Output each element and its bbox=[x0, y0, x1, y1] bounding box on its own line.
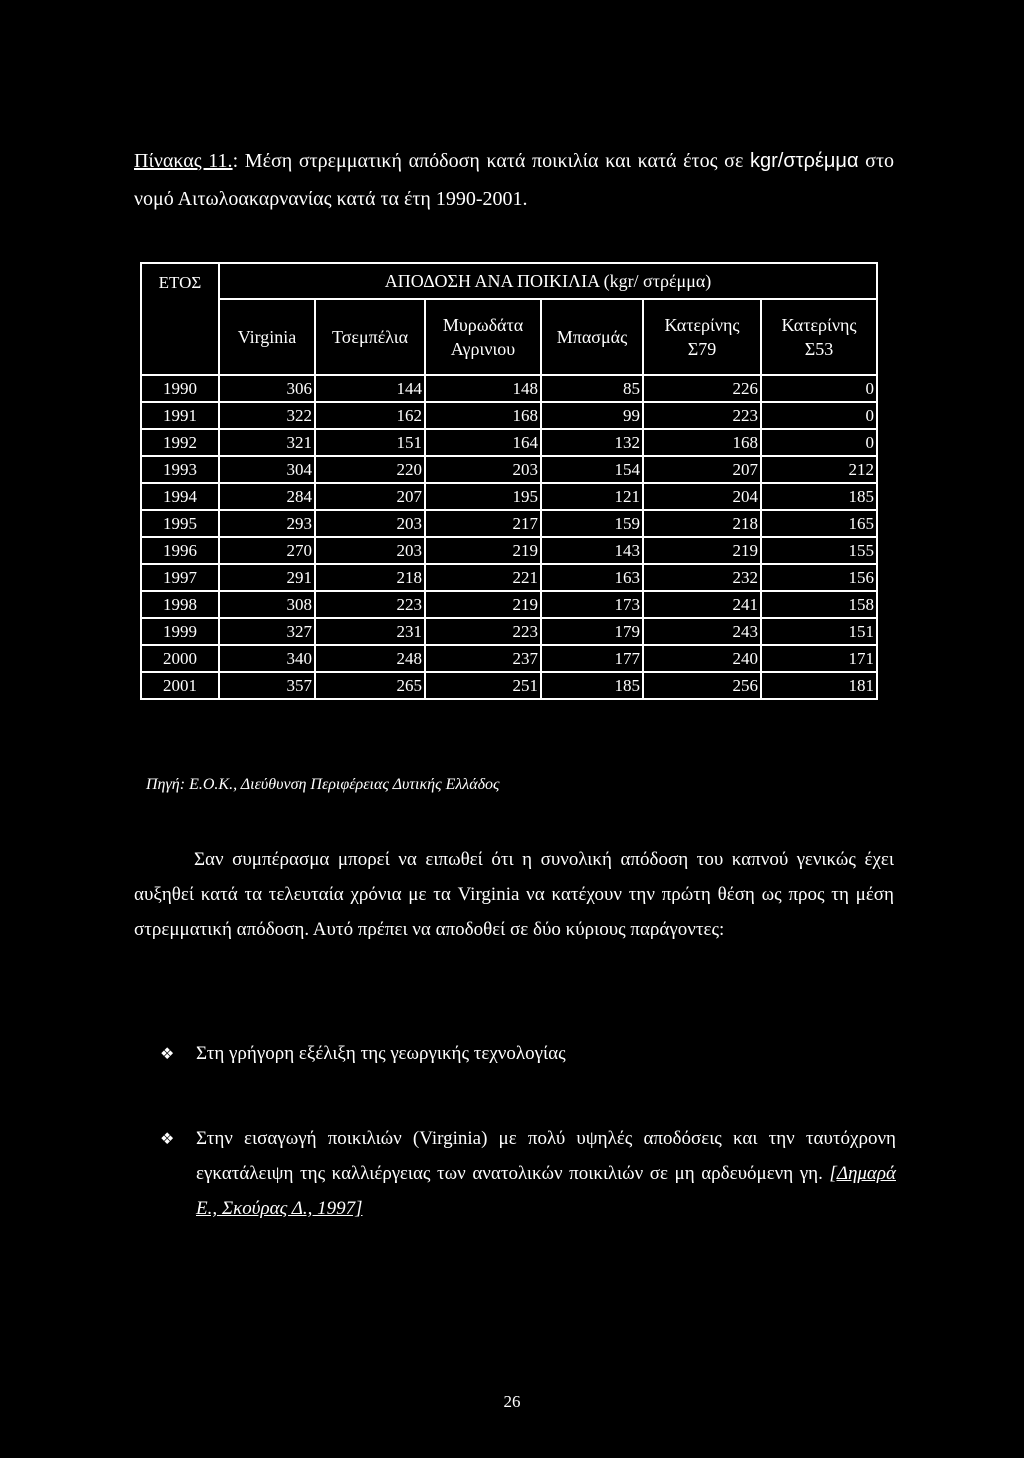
yield-cell: 0 bbox=[761, 429, 877, 456]
yield-cell: 154 bbox=[541, 456, 643, 483]
yield-cell: 165 bbox=[761, 510, 877, 537]
yield-cell: 256 bbox=[643, 672, 761, 699]
column-header-line1: Κατερίνης bbox=[664, 315, 740, 335]
column-header-virginia bbox=[219, 299, 315, 375]
table-row bbox=[141, 537, 877, 564]
yield-cell: 265 bbox=[315, 672, 425, 699]
column-header-line1: Τσεμπέλια bbox=[331, 327, 409, 347]
column-header-tsempelia bbox=[315, 299, 425, 375]
column-header-myrodata bbox=[425, 299, 541, 375]
yield-cell: 251 bbox=[425, 672, 541, 699]
yield-cell: 156 bbox=[761, 564, 877, 591]
column-header-line2: Σ79 bbox=[687, 339, 717, 359]
yield-cell: 241 bbox=[643, 591, 761, 618]
yield-cell: 219 bbox=[425, 537, 541, 564]
yield-cell: 248 bbox=[315, 645, 425, 672]
yield-cell: 185 bbox=[541, 672, 643, 699]
yield-cell: 177 bbox=[541, 645, 643, 672]
column-header-line1: Virginia bbox=[237, 327, 297, 347]
year-cell: 1994 bbox=[141, 483, 219, 510]
year-cell: 1995 bbox=[141, 510, 219, 537]
yield-cell: 168 bbox=[425, 402, 541, 429]
yield-cell: 132 bbox=[541, 429, 643, 456]
year-cell: 1993 bbox=[141, 456, 219, 483]
list-item-text: Στη γρήγορη εξέλιξη της γεωργικής τεχνολογίας bbox=[196, 1043, 566, 1064]
yield-cell: 284 bbox=[219, 483, 315, 510]
year-cell: 1990 bbox=[141, 375, 219, 402]
table-row bbox=[141, 672, 877, 699]
yield-cell: 221 bbox=[425, 564, 541, 591]
column-header-line2: Αγρινιου bbox=[450, 339, 516, 359]
yield-cell: 270 bbox=[219, 537, 315, 564]
yield-cell: 85 bbox=[541, 375, 643, 402]
yield-cell: 322 bbox=[219, 402, 315, 429]
yield-cell: 231 bbox=[315, 618, 425, 645]
yield-cell: 321 bbox=[219, 429, 315, 456]
yield-cell: 203 bbox=[315, 537, 425, 564]
yield-cell: 179 bbox=[541, 618, 643, 645]
yield-cell: 240 bbox=[643, 645, 761, 672]
yield-cell: 218 bbox=[643, 510, 761, 537]
yield-cell: 155 bbox=[761, 537, 877, 564]
yield-cell: 151 bbox=[315, 429, 425, 456]
yield-cell: 223 bbox=[425, 618, 541, 645]
yield-cell: 237 bbox=[425, 645, 541, 672]
yield-cell: 0 bbox=[761, 375, 877, 402]
yield-super-header: ΑΠΟΔΟΣΗ ΑΝΑ ΠΟΙΚΙΛΙΑ (kgr/ στρέμμα) bbox=[219, 263, 877, 299]
yield-cell: 223 bbox=[315, 591, 425, 618]
yield-cell: 219 bbox=[643, 537, 761, 564]
year-column-header: ΕΤΟΣ bbox=[141, 263, 219, 375]
column-header-line2: Σ53 bbox=[804, 339, 834, 359]
yield-cell: 203 bbox=[425, 456, 541, 483]
yield-cell: 218 bbox=[315, 564, 425, 591]
column-header-line1: Κατερίνης bbox=[781, 315, 857, 335]
yield-cell: 162 bbox=[315, 402, 425, 429]
yield-cell: 217 bbox=[425, 510, 541, 537]
column-header-basmas bbox=[541, 299, 643, 375]
table-body bbox=[141, 375, 877, 699]
table-row bbox=[141, 645, 877, 672]
year-cell: 1996 bbox=[141, 537, 219, 564]
diamond-bullet-icon: ❖ bbox=[160, 1044, 175, 1063]
yield-cell: 195 bbox=[425, 483, 541, 510]
yield-cell: 159 bbox=[541, 510, 643, 537]
year-cell: 2001 bbox=[141, 672, 219, 699]
yield-cell: 219 bbox=[425, 591, 541, 618]
yield-cell: 304 bbox=[219, 456, 315, 483]
yield-cell: 148 bbox=[425, 375, 541, 402]
table-header-row-1 bbox=[141, 263, 877, 299]
page-number: 26 bbox=[503, 1392, 521, 1411]
yield-cell: 291 bbox=[219, 564, 315, 591]
yield-cell: 181 bbox=[761, 672, 877, 699]
table-caption-text-b: στο νομό Αιτωλοακαρνανίας κατά τα έτη 1990-2001. bbox=[134, 150, 894, 210]
table-row bbox=[141, 618, 877, 645]
yield-cell: 185 bbox=[761, 483, 877, 510]
yield-cell: 306 bbox=[219, 375, 315, 402]
table-row bbox=[141, 429, 877, 456]
yield-cell: 207 bbox=[315, 483, 425, 510]
yield-cell: 171 bbox=[761, 645, 877, 672]
conclusion-paragraph: Σαν συμπέρασμα μπορεί να ειπωθεί ότι η συνολική απόδοση του καπνού γενικώς έχει αυξηθεί κατά τα τελευταία χρόνια με τα Virginia να κατέχουν την πρώτη θέση ως προς τη μέση στρεμματική απόδοση. Αυτό πρέπει να αποδοθεί σε δύο κύριους παράγοντες: bbox=[134, 849, 894, 940]
column-header-line1: Μυρωδάτα bbox=[442, 315, 524, 335]
yield-cell: 232 bbox=[643, 564, 761, 591]
yield-cell: 203 bbox=[315, 510, 425, 537]
citation: [Δημαρά Ε., Σκούρας Δ., 1997] bbox=[196, 1163, 896, 1219]
yield-cell: 168 bbox=[643, 429, 761, 456]
factor-list bbox=[160, 1036, 896, 1276]
table-row bbox=[141, 402, 877, 429]
table-row bbox=[141, 375, 877, 402]
yield-cell: 0 bbox=[761, 402, 877, 429]
list-item bbox=[160, 1121, 896, 1226]
year-cell: 1992 bbox=[141, 429, 219, 456]
yield-cell: 204 bbox=[643, 483, 761, 510]
yield-cell: 308 bbox=[219, 591, 315, 618]
yield-cell: 223 bbox=[643, 402, 761, 429]
table-caption-separator: : bbox=[232, 150, 239, 172]
table-caption bbox=[134, 142, 894, 218]
yield-cell: 99 bbox=[541, 402, 643, 429]
yield-cell: 143 bbox=[541, 537, 643, 564]
table-row bbox=[141, 564, 877, 591]
yield-cell: 327 bbox=[219, 618, 315, 645]
yield-cell: 151 bbox=[761, 618, 877, 645]
column-header-katerinis-s53 bbox=[761, 299, 877, 375]
table-row bbox=[141, 483, 877, 510]
yield-cell: 158 bbox=[761, 591, 877, 618]
yield-cell: 226 bbox=[643, 375, 761, 402]
yield-cell: 207 bbox=[643, 456, 761, 483]
list-item bbox=[160, 1036, 896, 1071]
table-row bbox=[141, 456, 877, 483]
yield-cell: 220 bbox=[315, 456, 425, 483]
year-cell: 2000 bbox=[141, 645, 219, 672]
yield-cell: 357 bbox=[219, 672, 315, 699]
yield-cell: 340 bbox=[219, 645, 315, 672]
yield-cell: 212 bbox=[761, 456, 877, 483]
yield-cell: 293 bbox=[219, 510, 315, 537]
yield-cell: 163 bbox=[541, 564, 643, 591]
year-cell: 1997 bbox=[141, 564, 219, 591]
yield-cell: 173 bbox=[541, 591, 643, 618]
list-item-text: Στην εισαγωγή ποικιλιών (Virginia) με πολύ υψηλές αποδόσεις και την ταυτόχρονη εγκατάλειψη της καλλιέργειας των ανατολικών ποικιλιών σε μη αρδευόμενη γη. bbox=[196, 1128, 896, 1184]
yield-table bbox=[140, 262, 878, 700]
table-source: Πηγή: Ε.Ο.Κ., Διεύθυνση Περιφέρειας Δυτικής Ελλάδος bbox=[146, 776, 500, 793]
column-header-katerinis-s79 bbox=[643, 299, 761, 375]
column-header-line1: Μπασμάς bbox=[556, 327, 628, 347]
yield-cell: 144 bbox=[315, 375, 425, 402]
table-caption-label: Πίνακας 11. bbox=[134, 150, 233, 172]
year-cell: 1991 bbox=[141, 402, 219, 429]
year-cell: 1999 bbox=[141, 618, 219, 645]
table-row bbox=[141, 591, 877, 618]
table-caption-unit: kgr/στρέμμα bbox=[750, 150, 859, 172]
table-header-row-2 bbox=[141, 299, 877, 375]
table-row bbox=[141, 510, 877, 537]
yield-cell: 164 bbox=[425, 429, 541, 456]
table-caption-text-a: Μέση στρεμματική απόδοση κατά ποικιλία και κατά έτος σε bbox=[238, 150, 751, 172]
yield-cell: 243 bbox=[643, 618, 761, 645]
yield-cell: 121 bbox=[541, 483, 643, 510]
year-cell: 1998 bbox=[141, 591, 219, 618]
diamond-bullet-icon: ❖ bbox=[160, 1129, 175, 1148]
